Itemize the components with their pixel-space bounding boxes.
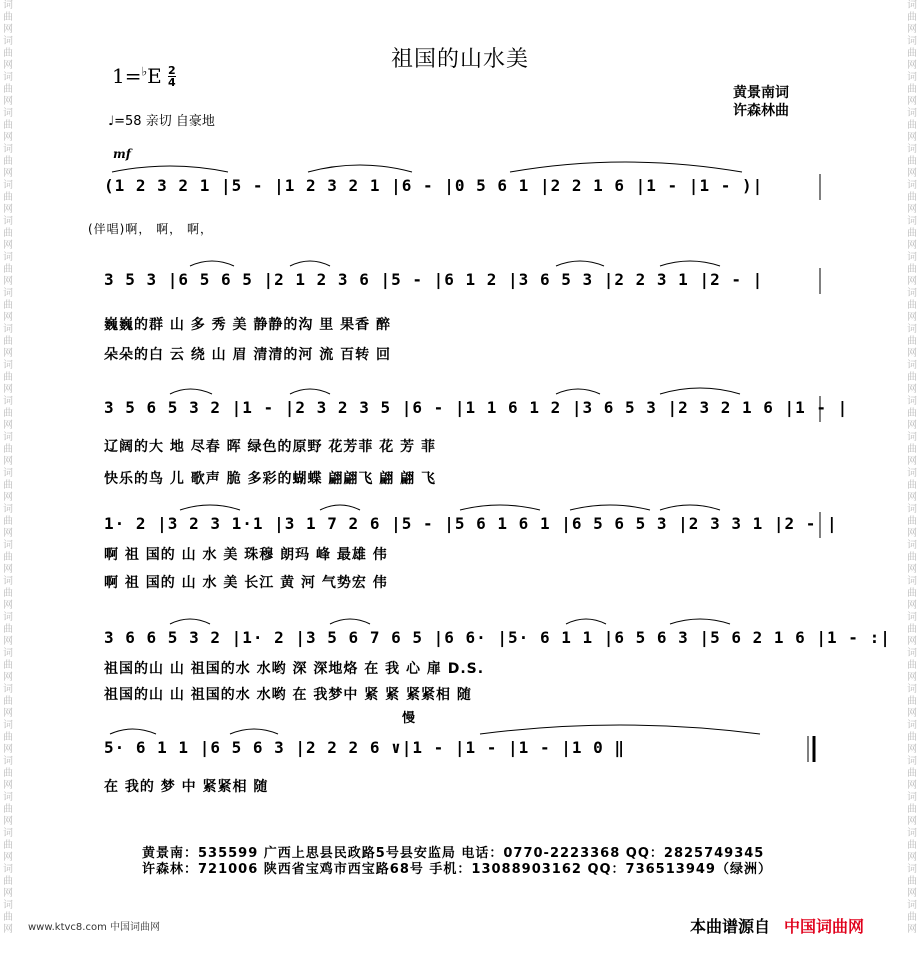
watermark-char: 曲 <box>3 912 13 923</box>
watermark-char: 曲 <box>3 660 13 671</box>
watermark-char: 曲 <box>907 876 917 887</box>
watermark-char: 曲 <box>3 48 13 59</box>
watermark-char: 曲 <box>907 336 917 347</box>
watermark-char: 曲 <box>907 660 917 671</box>
watermark-char: 网 <box>907 24 917 35</box>
song-title: 祖国的山水美 <box>390 47 529 72</box>
watermark-char: 词 <box>907 612 917 623</box>
slur <box>180 505 240 510</box>
watermark-char: 网 <box>907 456 917 467</box>
lyric-line: 辽阔的大 地 尽春 晖 绿色的原野 花芳菲 花 芳 菲 <box>104 439 436 455</box>
site-watermark: www.ktvc8.com 中国词曲网 <box>28 922 161 933</box>
watermark-char: 词 <box>3 792 13 803</box>
time-signature: 2 4 <box>168 64 176 89</box>
watermark-char: 词 <box>907 396 917 407</box>
slur <box>190 261 234 266</box>
watermark-char: 网 <box>907 204 917 215</box>
watermark-char: 词 <box>907 648 917 659</box>
slur <box>308 165 412 172</box>
watermark-char: 网 <box>907 744 917 755</box>
lyric-line: 在 我的 梦 中 紧紧相 随 <box>104 779 269 795</box>
watermark-char: 曲 <box>907 840 917 851</box>
watermark-char: 词 <box>907 720 917 731</box>
watermark-char: 网 <box>3 672 13 683</box>
watermark-char: 网 <box>3 780 13 791</box>
watermark-char: 曲 <box>907 12 917 23</box>
watermark-char: 曲 <box>3 228 13 239</box>
watermark-char: 网 <box>3 24 13 35</box>
watermark-char: 词 <box>3 576 13 587</box>
slur <box>670 619 730 624</box>
watermark-char: 曲 <box>3 372 13 383</box>
contact-line: 许森林：721006 陕西省宝鸡市西宝路68号 手机：13088903162 QQ：736513949（绿洲） <box>142 862 772 877</box>
numbered-notes: 3 5 3 |6 5 6 5 |2 1 2 3 6 |5 - |6 1 2 |3 6 5 3 |2 2 3 1 |2 - | <box>104 270 764 289</box>
watermark-char: 词 <box>907 324 917 335</box>
slur <box>170 619 210 624</box>
slur <box>290 261 330 266</box>
watermark-char: 曲 <box>3 408 13 419</box>
watermark-char: 词 <box>3 324 13 335</box>
watermark-char: 曲 <box>3 516 13 527</box>
watermark-char: 词 <box>907 72 917 83</box>
watermark-char: 曲 <box>3 264 13 275</box>
source-brand: 中国词曲网 <box>784 917 865 936</box>
watermark-char: 网 <box>907 384 917 395</box>
watermark-char: 网 <box>907 816 917 827</box>
watermark-char: 词 <box>3 360 13 371</box>
watermark-char: 曲 <box>3 876 13 887</box>
watermark-char: 词 <box>3 288 13 299</box>
watermark-char: 曲 <box>907 696 917 707</box>
lyric-line: 快乐的鸟 儿 歌声 脆 多彩的蝴蝶 翩翩飞 翩 翩 飞 <box>104 471 436 487</box>
watermark-char: 曲 <box>907 444 917 455</box>
watermark-char: 词 <box>907 252 917 263</box>
watermark-char: 曲 <box>907 372 917 383</box>
watermark-char: 词 <box>907 900 917 911</box>
tempo-marking: ♩=58 亲切 自豪地 <box>108 114 215 129</box>
watermark-char: 网 <box>907 348 917 359</box>
slur <box>660 261 720 266</box>
watermark-char: 网 <box>3 96 13 107</box>
watermark-char: 词 <box>907 360 917 371</box>
watermark-char: 网 <box>907 600 917 611</box>
watermark-char: 曲 <box>907 300 917 311</box>
watermark-char: 词 <box>3 216 13 227</box>
watermark-char: 曲 <box>907 228 917 239</box>
watermark-char: 曲 <box>907 84 917 95</box>
watermark-char: 网 <box>3 600 13 611</box>
slur <box>170 389 212 394</box>
watermark-char: 网 <box>3 204 13 215</box>
numbered-notes: (1 2 3 2 1 |5 - |1 2 3 2 1 |6 - |0 5 6 1 |2 2 1 6 |1 - |1 - )| <box>104 176 764 195</box>
slur <box>230 729 278 734</box>
watermark-char: 曲 <box>907 156 917 167</box>
composer: 许森林曲 <box>733 103 789 119</box>
watermark-char: 词 <box>907 468 917 479</box>
watermark-char: 网 <box>907 492 917 503</box>
slur <box>510 162 742 172</box>
watermark-char: 网 <box>907 132 917 143</box>
watermark-char: 曲 <box>907 48 917 59</box>
watermark-char: 曲 <box>3 624 13 635</box>
watermark-char: 曲 <box>3 444 13 455</box>
watermark-char: 网 <box>907 528 917 539</box>
watermark-char: 曲 <box>3 336 13 347</box>
watermark-char: 曲 <box>3 192 13 203</box>
watermark-char: 曲 <box>3 300 13 311</box>
watermark-char: 词 <box>907 108 917 119</box>
watermark-char: 网 <box>3 384 13 395</box>
slur <box>480 725 760 734</box>
watermark-char: 网 <box>3 420 13 431</box>
numbered-notes: 3 6 6 5 3 2 |1· 2 |3 5 6 7 6 5 |6 6· |5· 6 1 1 |6 5 6 3 |5 6 2 1 6 |1 - :| <box>104 628 891 647</box>
watermark-char: 网 <box>3 456 13 467</box>
lyric-line: 祖国的山 山 祖国的水 水哟 深 深地烙 在 我 心 扉 D.S. <box>104 661 485 677</box>
watermark-char: 曲 <box>3 588 13 599</box>
watermark-char: 网 <box>907 780 917 791</box>
watermark-char: 词 <box>3 504 13 515</box>
watermark-char: 网 <box>3 744 13 755</box>
numbered-notes: 3 5 6 5 3 2 |1 - |2 3 2 3 5 |6 - |1 1 6 1 2 |3 6 5 3 |2 3 2 1 6 |1 - | <box>104 398 849 417</box>
lyric-line: 巍巍的群 山 多 秀 美 静静的沟 里 果香 醉 <box>104 317 391 333</box>
watermark-char: 词 <box>907 504 917 515</box>
watermark-char: 词 <box>3 612 13 623</box>
dynamic-marking: mf <box>113 147 131 161</box>
watermark-char: 曲 <box>907 804 917 815</box>
slur <box>660 505 720 510</box>
watermark-char: 网 <box>3 888 13 899</box>
watermark-char: 曲 <box>3 120 13 131</box>
watermark-char: 曲 <box>907 192 917 203</box>
watermark-char: 网 <box>907 60 917 71</box>
watermark-char: 词 <box>3 180 13 191</box>
watermark-char: 网 <box>3 348 13 359</box>
slur <box>570 505 650 510</box>
slur <box>660 388 740 394</box>
slur <box>320 505 360 510</box>
watermark-char: 曲 <box>3 768 13 779</box>
watermark-char: 网 <box>907 276 917 287</box>
watermark-char: 网 <box>907 420 917 431</box>
watermark-char: 网 <box>3 708 13 719</box>
slur <box>556 389 600 394</box>
watermark-char: 网 <box>3 924 13 935</box>
watermark-char: 词 <box>907 0 917 11</box>
watermark-char: 曲 <box>907 516 917 527</box>
watermark-char: 网 <box>907 924 917 935</box>
watermark-char: 词 <box>907 216 917 227</box>
watermark-char: 曲 <box>907 552 917 563</box>
watermark-char: 网 <box>907 96 917 107</box>
watermark-char: 曲 <box>3 804 13 815</box>
watermark-char: 网 <box>907 312 917 323</box>
key-signature: 1=♭E <box>112 64 162 88</box>
watermark-char: 词 <box>907 828 917 839</box>
lyric-line: 啊 祖 国的 山 水 美 长江 黄 河 气势宏 伟 <box>104 575 388 591</box>
lyric-line: 啊 祖 国的 山 水 美 珠穆 朗玛 峰 最雄 伟 <box>104 547 388 563</box>
watermark-char: 曲 <box>3 156 13 167</box>
slur <box>566 619 606 624</box>
watermark-char: 曲 <box>3 84 13 95</box>
watermark-char: 网 <box>907 564 917 575</box>
watermark-char: 词 <box>907 756 917 767</box>
watermark-char: 曲 <box>907 732 917 743</box>
watermark-char: 网 <box>3 276 13 287</box>
slur <box>556 261 604 266</box>
flat-sign: ♭ <box>141 64 148 79</box>
watermark-char: 词 <box>3 396 13 407</box>
numbered-notes: 1· 2 |3 2 3 1·1 |3 1 7 2 6 |5 - |5 6 1 6 1 |6 5 6 5 3 |2 3 3 1 |2 - | <box>104 514 838 533</box>
watermark-char: 词 <box>907 144 917 155</box>
watermark-char: 网 <box>907 852 917 863</box>
watermark-char: 网 <box>907 636 917 647</box>
lyric-line: 朵朵的白 云 绕 山 眉 清清的河 流 百转 回 <box>104 347 391 363</box>
watermark-char: 词 <box>3 828 13 839</box>
watermark-char: 词 <box>3 252 13 263</box>
watermark-char: 曲 <box>907 624 917 635</box>
watermark-char: 曲 <box>907 912 917 923</box>
watermark-char: 词 <box>907 432 917 443</box>
watermark-char: 曲 <box>907 480 917 491</box>
contact-line: 黄景南：535599 广西上思县民政路5号县安监局 电话：0770-2223368 QQ：2825749345 <box>142 846 765 861</box>
watermark-char: 网 <box>907 168 917 179</box>
slow-marking: 慢 <box>402 711 416 726</box>
watermark-char: 词 <box>3 144 13 155</box>
watermark-char: 曲 <box>3 480 13 491</box>
watermark-char: 词 <box>907 288 917 299</box>
watermark-char: 词 <box>907 540 917 551</box>
watermark-char: 词 <box>907 684 917 695</box>
watermark-char: 网 <box>907 708 917 719</box>
watermark-char: 词 <box>907 864 917 875</box>
watermark-char: 网 <box>3 132 13 143</box>
watermark-char: 网 <box>3 168 13 179</box>
watermark-char: 网 <box>3 528 13 539</box>
watermark-char: 曲 <box>907 768 917 779</box>
watermark-char: 网 <box>3 852 13 863</box>
watermark-char: 网 <box>907 240 917 251</box>
watermark-char: 词 <box>3 540 13 551</box>
watermark-char: 网 <box>3 816 13 827</box>
lyricist: 黄景南词 <box>733 85 789 101</box>
numbered-notes: 5· 6 1 1 |6 5 6 3 |2 2 2 6 ∨|1 - |1 - |1 - |1 0 ‖ <box>104 738 626 757</box>
barlines <box>808 174 820 762</box>
watermark-char: 网 <box>907 888 917 899</box>
watermark-char: 词 <box>3 72 13 83</box>
watermark-char: 曲 <box>3 732 13 743</box>
slur <box>290 389 330 394</box>
watermark-char: 词 <box>3 108 13 119</box>
watermark-char: 网 <box>3 636 13 647</box>
watermark-char: 曲 <box>907 408 917 419</box>
watermark-char: 词 <box>3 648 13 659</box>
watermark-char: 词 <box>3 0 13 11</box>
watermark-char: 词 <box>3 36 13 47</box>
watermark-char: 词 <box>907 576 917 587</box>
source-label: 本曲谱源自 <box>690 917 771 936</box>
watermark-char: 词 <box>3 684 13 695</box>
lyric-line: 祖国的山 山 祖国的水 水哟 在 我梦中 紧 紧 紧紧相 随 <box>104 687 472 703</box>
slur <box>330 619 370 624</box>
watermark-char: 曲 <box>3 12 13 23</box>
watermark-char: 词 <box>3 432 13 443</box>
watermark-char: 网 <box>3 564 13 575</box>
slur <box>460 505 540 510</box>
watermark-char: 网 <box>3 240 13 251</box>
watermark-char: 词 <box>3 468 13 479</box>
watermark-char: 曲 <box>907 264 917 275</box>
lyric-line: (伴唱)啊， 啊， 啊， <box>88 222 213 236</box>
watermark-char: 网 <box>3 312 13 323</box>
watermark-char: 词 <box>3 756 13 767</box>
watermark-char: 词 <box>3 720 13 731</box>
watermark-char: 词 <box>3 864 13 875</box>
watermark-char: 词 <box>907 792 917 803</box>
watermark-char: 网 <box>3 492 13 503</box>
watermark-char: 网 <box>907 672 917 683</box>
watermark-char: 曲 <box>3 552 13 563</box>
watermark-char: 曲 <box>3 840 13 851</box>
watermark-char: 网 <box>3 60 13 71</box>
watermark-char: 词 <box>3 900 13 911</box>
slur <box>110 729 156 734</box>
watermark-char: 曲 <box>907 588 917 599</box>
watermark-char: 词 <box>907 36 917 47</box>
watermark-char: 曲 <box>3 696 13 707</box>
watermark-char: 曲 <box>907 120 917 131</box>
watermark-char: 词 <box>907 180 917 191</box>
slur <box>112 166 228 172</box>
